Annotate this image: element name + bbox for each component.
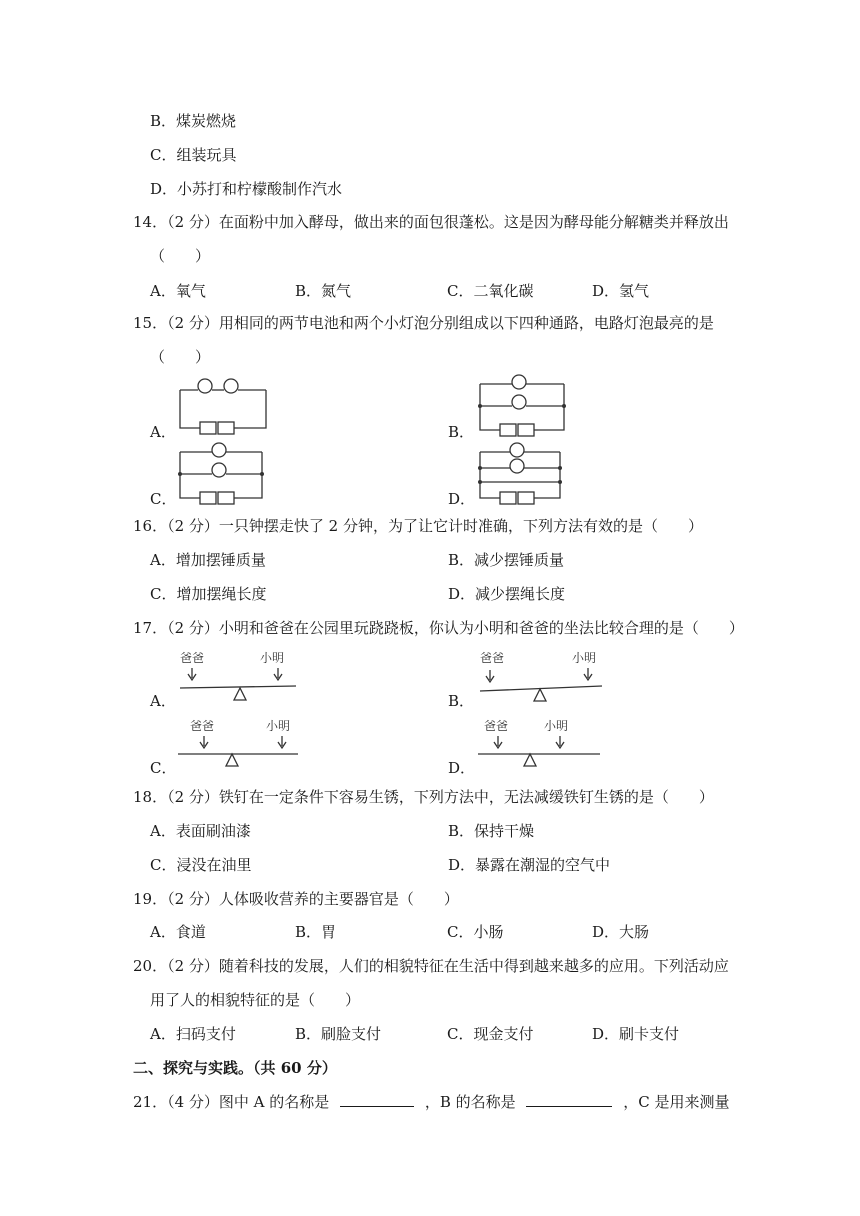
q16-option-d: D．减少摆绳长度 [448,585,566,603]
q19-stem: 19．（2 分）人体吸收营养的主要器官是（ ） [133,890,459,908]
q17-c-ming-label: 小明 [266,719,291,733]
q16-stem: 16．（2 分）一只钟摆走快了 2 分钟，为了让它计时准确，下列方法有效的是（ ） [133,517,703,535]
q14-option-d: D．氢气 [592,282,650,300]
q21-part2: ，B 的名称是 [424,1093,516,1111]
q21-blank-a[interactable] [340,1092,414,1107]
q20-option-c: C．现金支付 [447,1025,534,1043]
q15-label-b: B． [448,423,475,441]
q20-option-b: B．刷脸支付 [295,1025,382,1043]
q17-seesaw-b [476,648,606,706]
q21-part3: ，C 是用来测量 [623,1093,730,1111]
q13-option-c: C．组装玩具 [150,146,237,164]
q17-label-c: C． [150,759,177,777]
q18-stem: 18．（2 分）铁钉在一定条件下容易生锈，下列方法中，无法减缓铁钉生锈的是（ ） [133,788,714,806]
q21-part1: 21．（4 分）图中 A 的名称是 [133,1093,330,1111]
q17-a-ming-label: 小明 [260,651,285,665]
q16-option-b: B．减少摆锤质量 [448,551,565,569]
q17-seesaw-d [476,714,606,772]
q20-stem-continued: 用了人的相貌特征的是（ ） [150,991,361,1009]
q17-a-dad-label: 爸爸 [180,651,205,665]
q17-label-b: B． [448,692,475,710]
q17-d-ming-label: 小明 [544,719,569,733]
q15-label-d: D． [448,490,476,508]
q17-seesaw-a [176,648,306,706]
q15-label-c: C． [150,490,177,508]
q19-option-b: B．胃 [295,923,337,941]
q17-stem: 17．（2 分）小明和爸爸在公园里玩跷跷板，你认为小明和爸爸的坐法比较合理的是（ ） [133,619,744,637]
q18-option-a: A．表面刷油漆 [150,822,251,840]
q14-option-c: C．二氧化碳 [447,282,534,300]
q16-option-a: A．增加摆锤质量 [150,551,266,569]
q15-stem: 15．（2 分）用相同的两节电池和两个小灯泡分别组成以下四种通路，电路灯泡最亮的是 [133,314,714,332]
q14-stem: 14．（2 分）在面粉中加入酵母，做出来的面包很蓬松。这是因为酵母能分解糖类并释放出 [133,213,729,231]
q21-blank-b[interactable] [526,1092,612,1107]
q18-option-c: C．浸没在油里 [150,856,252,874]
q20-option-d: D．刷卡支付 [592,1025,680,1043]
q15-circuit-b [472,376,572,438]
q15-circuit-d [472,444,572,506]
q15-label-a: A． [150,423,176,441]
q14-paren: （ ） [150,247,211,265]
q17-label-a: A． [150,692,176,710]
q13-option-d: D．小苏打和柠檬酸制作汽水 [150,180,343,198]
q19-option-d: D．大肠 [592,923,650,941]
q20-option-a: A．扫码支付 [150,1025,236,1043]
q17-label-d: D． [448,759,476,777]
q21-line [133,1092,729,1112]
q17-b-ming-label: 小明 [572,651,597,665]
q18-option-d: D．暴露在潮湿的空气中 [448,856,611,874]
q19-option-a: A．食道 [150,923,206,941]
q15-paren: （ ） [150,348,211,366]
q16-option-c: C．增加摆绳长度 [150,585,267,603]
q19-option-c: C．小肠 [447,923,504,941]
q14-option-a: A．氧气 [150,282,206,300]
section-heading: 二、探究与实践。（共 60 分） [133,1059,337,1077]
q17-b-dad-label: 爸爸 [480,651,505,665]
q20-stem: 20．（2 分）随着科技的发展，人们的相貌特征在生活中得到越来越多的应用。下列活动应 [133,957,729,975]
q17-d-dad-label: 爸爸 [484,719,509,733]
q14-option-b: B．氮气 [295,282,352,300]
q18-option-b: B．保持干燥 [448,822,535,840]
q17-seesaw-c [176,714,306,772]
q17-c-dad-label: 爸爸 [190,719,215,733]
q15-circuit-c [172,444,272,506]
q15-circuit-a [172,376,272,438]
q13-option-b: B．煤炭燃烧 [150,112,237,130]
